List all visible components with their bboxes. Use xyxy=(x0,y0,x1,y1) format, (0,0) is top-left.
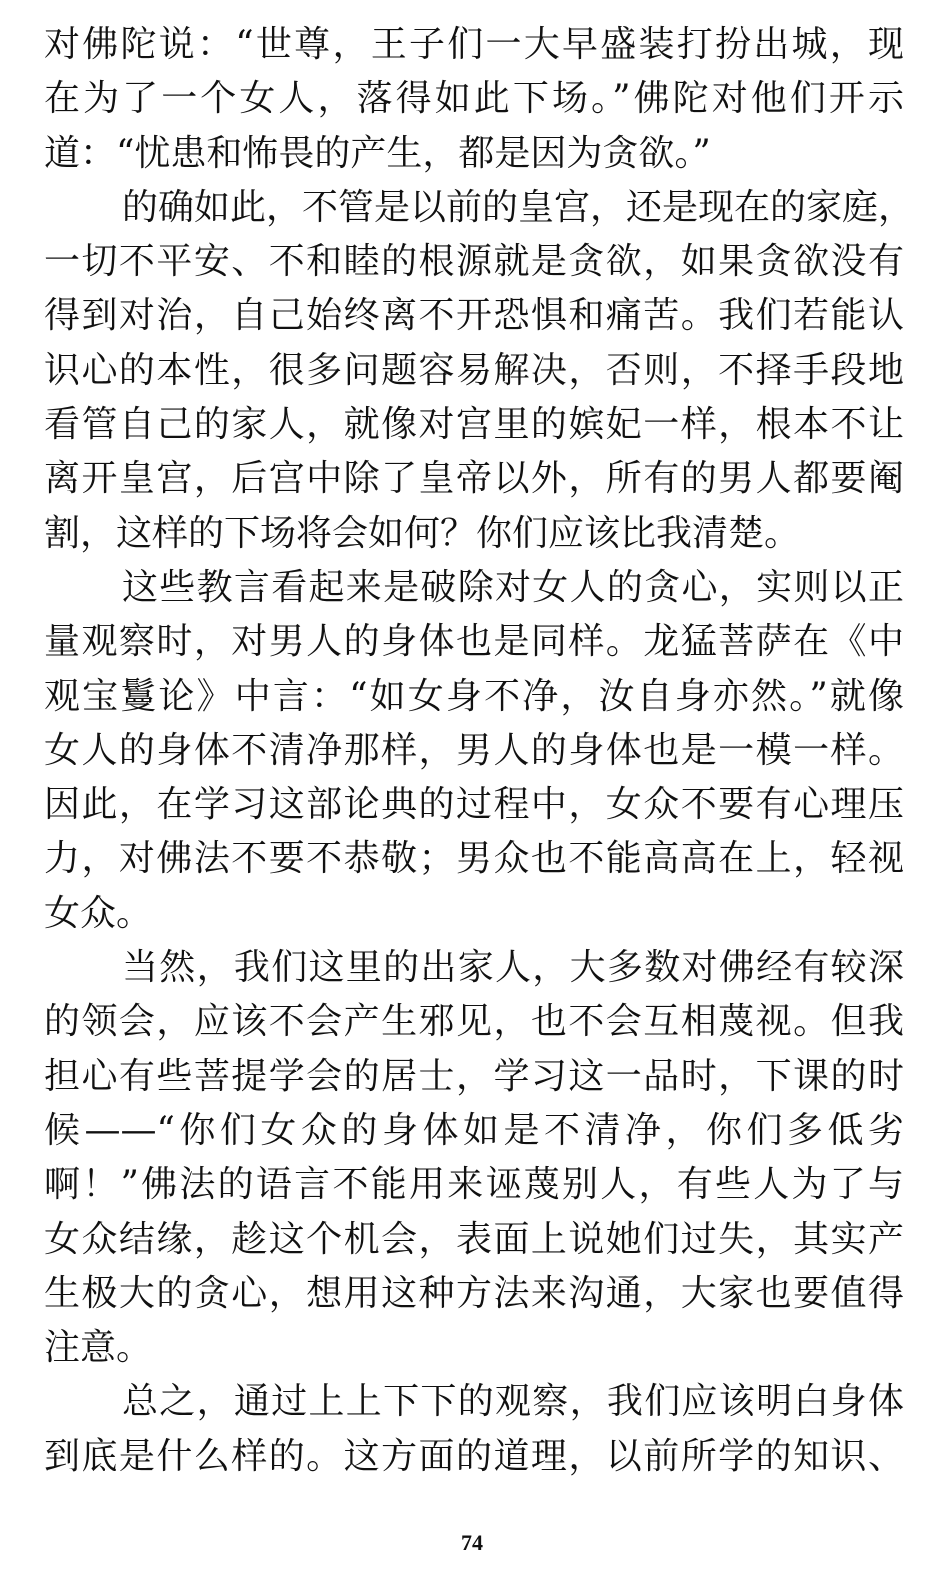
text-line: 割，这样的下场将会如何？你们应该比我清楚。 xyxy=(44,512,801,554)
text-line: 生极大的贪心，想用这种方法来沟通，大家也要值得 xyxy=(44,1272,904,1314)
text-line: 识心的本性，很多问题容易解决，否则，不择手段地 xyxy=(44,349,904,391)
text-line: 女众结缘，趁这个机会，表面上说她们过失，其实产 xyxy=(44,1218,904,1260)
text-line: 候——“你们女众的身体如是不清净，你们多低劣 xyxy=(44,1109,904,1151)
text-line: 力，对佛法不要不恭敬；男众也不能高高在上，轻视 xyxy=(44,838,904,880)
text-line: 的确如此，不管是以前的皇宫，还是现在的家庭， xyxy=(122,186,915,228)
text-line: 在为了一个女人，落得如此下场。”佛陀对他们开示 xyxy=(44,78,904,120)
text-line: 女人的身体不清净那样，男人的身体也是一模一样。 xyxy=(44,729,904,771)
text-line: 担心有些菩提学会的居士，学习这一品时，下课的时 xyxy=(44,1055,904,1097)
text-line: 女众。 xyxy=(44,892,153,934)
text-line: 一切不平安、不和睦的根源就是贪欲，如果贪欲没有 xyxy=(44,241,904,283)
text-line: 观宝鬘论》中言：“如女身不净，汝自身亦然。”就像 xyxy=(44,675,904,717)
text-line: 当然，我们这里的出家人，大多数对佛经有较深 xyxy=(122,947,904,989)
text-line: 看管自己的家人，就像对宫里的嫔妃一样，根本不让 xyxy=(44,404,904,446)
text-line: 的领会，应该不会产生邪见，也不会互相蔑视。但我 xyxy=(44,1001,904,1043)
page-number: 74 xyxy=(461,1530,483,1555)
text-line: 这些教言看起来是破除对女人的贪心，实则以正 xyxy=(122,566,904,608)
text-line: 啊！”佛法的语言不能用来诬蔑别人，有些人为了与 xyxy=(44,1164,904,1206)
text-line: 到底是什么样的。这方面的道理，以前所学的知识、 xyxy=(44,1435,904,1477)
text-line: 得到对治，自己始终离不开恐惧和痛苦。我们若能认 xyxy=(44,295,904,337)
text-line: 总之，通过上上下下的观察，我们应该明白身体 xyxy=(122,1381,904,1423)
text-line: 道：“忧患和怖畏的产生，都是因为贪欲。” xyxy=(44,132,711,174)
text-line: 对佛陀说：“世尊，王子们一大早盛装打扮出城，现 xyxy=(44,24,904,65)
text-line: 离开皇宫，后宫中除了皇帝以外，所有的男人都要阉 xyxy=(44,458,904,500)
text-line: 因此，在学习这部论典的过程中，女众不要有心理压 xyxy=(44,784,904,826)
text-line: 量观察时，对男人的身体也是同样。龙猛菩萨在《中 xyxy=(44,621,904,663)
document-page xyxy=(44,18,915,1498)
text-line: 注意。 xyxy=(44,1327,153,1369)
